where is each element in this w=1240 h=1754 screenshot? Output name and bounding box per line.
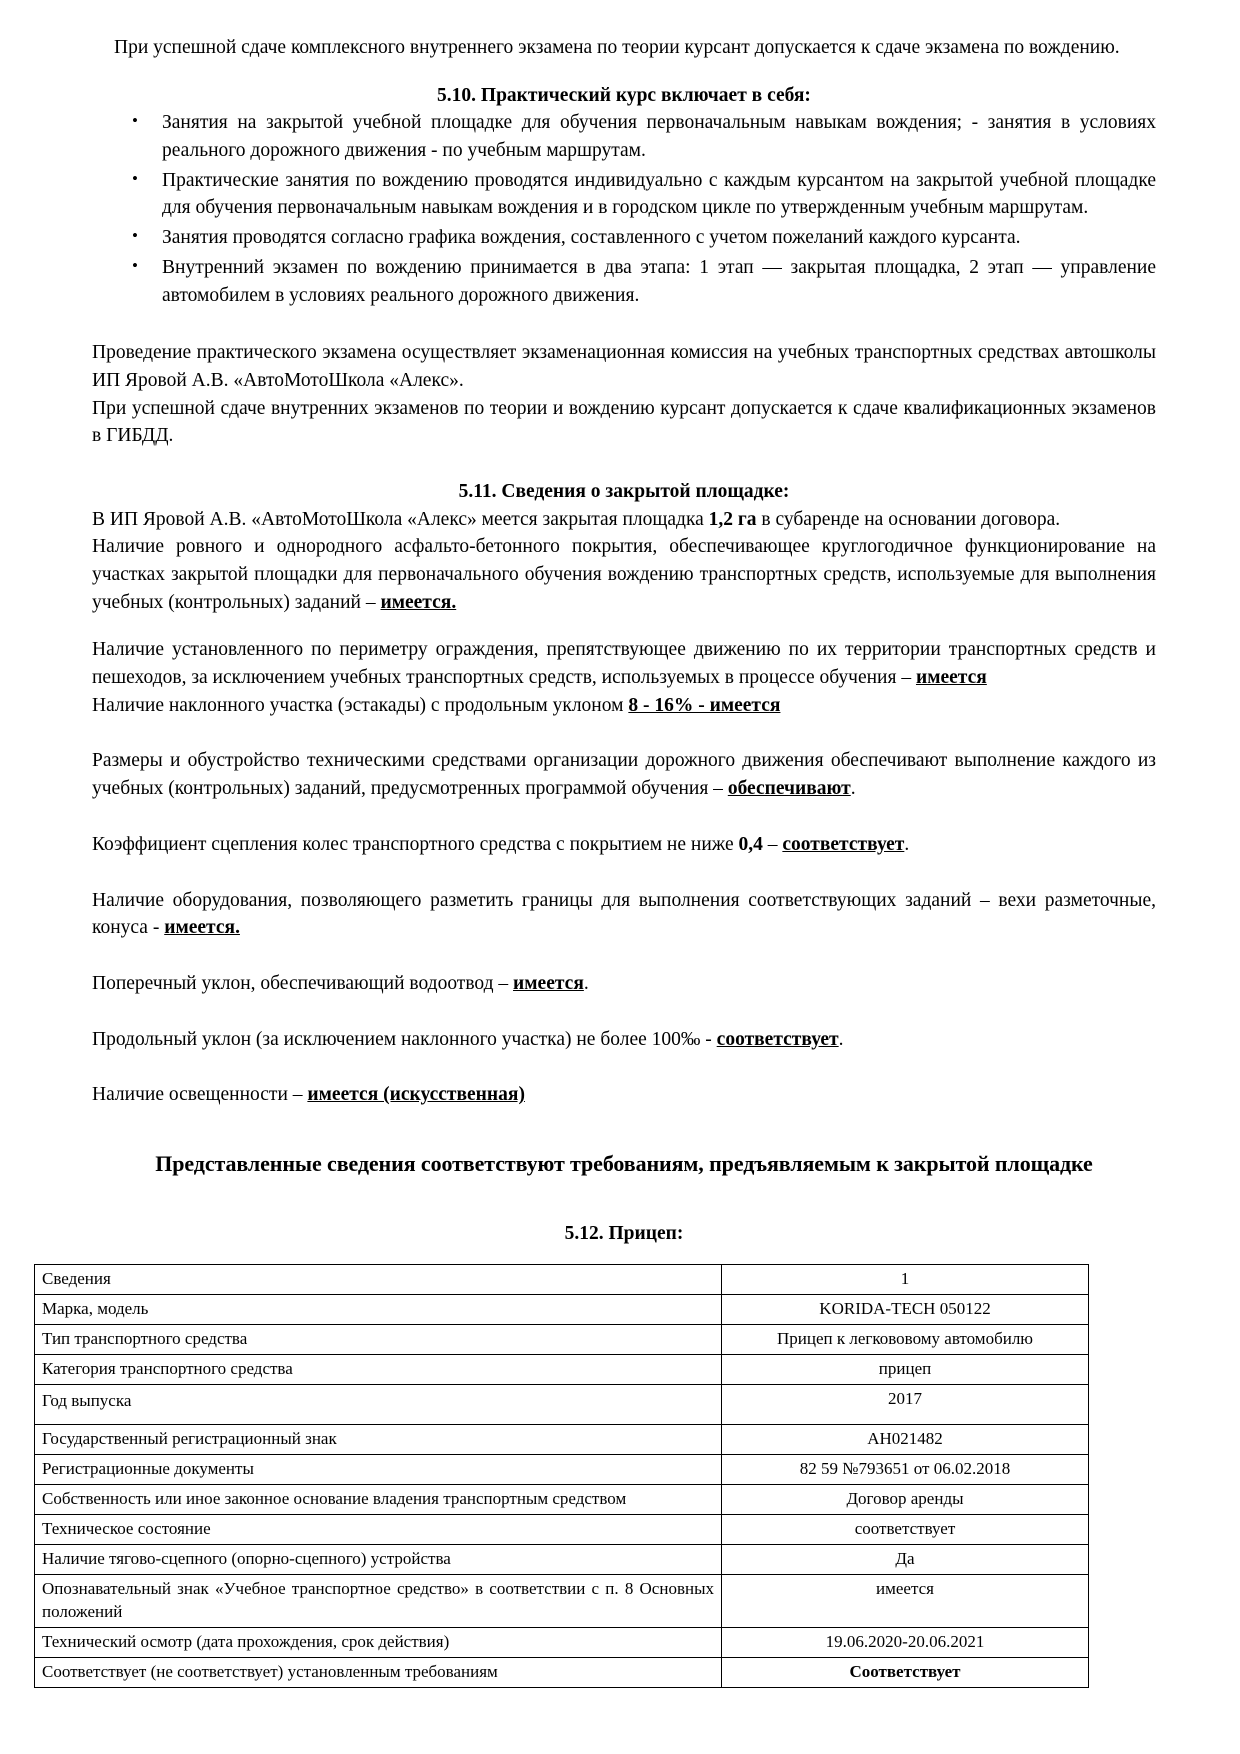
table-row <box>35 1544 1089 1574</box>
cross-slope-paragraph <box>92 970 1156 998</box>
row-label: Тип транспортного средства <box>35 1325 722 1355</box>
text-fragment: Поперечный уклон, обеспечивающий водоотвод – <box>92 972 514 994</box>
text-fragment: Коэффициент сцепления колес транспортного средства с покрытием не ниже <box>92 833 739 855</box>
table-row <box>35 1627 1089 1657</box>
trailer-info-table <box>34 1264 1089 1687</box>
table-row <box>35 1574 1089 1627</box>
text-fragment: . <box>838 1028 844 1050</box>
row-label: Техническое состояние <box>35 1514 722 1544</box>
lighting-paragraph <box>92 1081 1156 1109</box>
table-row <box>35 1355 1089 1385</box>
spacer <box>92 1109 1156 1149</box>
text-fragment: – <box>762 833 783 855</box>
spacer <box>92 1180 1156 1220</box>
list-item: • Занятия проводятся согласно графика вождения, составленного с учетом пожеланий каждого курсанта. <box>92 224 1156 252</box>
spacer <box>92 62 1156 82</box>
row-label: Соответствует (не соответствует) установленным требованиям <box>35 1657 722 1687</box>
status-value: соответствует <box>782 833 905 855</box>
text-fragment: В ИП Яровой А.В. «АвтоМотоШкола «Алекс» меется закрытая площадка <box>92 508 709 530</box>
friction-value: 0,4 <box>738 833 763 855</box>
row-label: Регистрационные документы <box>35 1455 722 1485</box>
row-label: Категория транспортного средства <box>35 1355 722 1385</box>
table-row <box>35 1425 1089 1455</box>
spacer <box>92 1053 1156 1081</box>
spacer <box>92 942 1156 970</box>
exam-commission-paragraph: Проведение практического экзамена осуществляет экзаменационная комиссия на учебных транспортных средствах автошколы ИП Яровой А.В. «АвтоМотоШкола «Алекс». <box>92 342 1156 391</box>
status-value: имеется <box>915 667 987 689</box>
status-value: имеется. <box>164 917 240 939</box>
row-value: KORIDA-TECH 050122 <box>722 1295 1089 1325</box>
row-value: Договор аренды <box>722 1484 1089 1514</box>
section-510-bullet-list <box>92 109 1156 309</box>
spacer <box>92 803 1156 831</box>
table-row <box>35 1484 1089 1514</box>
status-value: обеспечивают <box>727 778 851 800</box>
row-label: Наличие тягово-сцепного (опорно-сцепного) устройства <box>35 1544 722 1574</box>
row-value: АН021482 <box>722 1425 1089 1455</box>
conclusion-statement: Представленные сведения соответствуют требованиям, предъявляемым к закрытой площадке <box>155 1150 1093 1176</box>
section-512-heading: 5.12. Прицеп: <box>564 1222 684 1244</box>
text-fragment: Наличие установленного по периметру ограждения, препятствующее движению по их территории транспортных средств и пешеходов, за исключением учебных транспортных средств, используемых в процессе обучения – <box>92 639 1156 689</box>
text-fragment: . <box>904 833 910 855</box>
row-label: Сведения <box>35 1265 722 1295</box>
text-fragment: . <box>850 778 856 800</box>
status-value: имеется <box>513 972 584 994</box>
marking-equipment-paragraph <box>92 887 1156 942</box>
intro-paragraph: При успешной сдаче комплексного внутреннего экзамена по теории курсант допускается к сдаче экзамена по вождению. <box>114 37 1120 58</box>
row-value: соответствует <box>722 1514 1089 1544</box>
traffic-equipment-paragraph <box>92 747 1156 802</box>
status-value: соответствует <box>716 1028 839 1050</box>
table-row <box>35 1657 1089 1687</box>
status-value: 8 - 16% - имеется <box>628 694 781 716</box>
text-fragment: в субаренде на основании договора. <box>756 508 1061 530</box>
spacer <box>92 719 1156 747</box>
trailer-table-body <box>35 1265 1089 1687</box>
table-row <box>35 1514 1089 1544</box>
fencing-paragraph <box>92 636 1156 691</box>
longitudinal-slope-paragraph <box>92 1026 1156 1054</box>
row-value: Соответствует <box>722 1657 1089 1687</box>
spacer <box>92 616 1156 636</box>
list-item: • Практические занятия по вождению проводятся индивидуально с каждым курсантом на закрытой учебной площадке для обучения первоначальным навыкам вождения и в городском цикле по утвержденным учебным маршрутам. <box>92 167 1156 222</box>
text-fragment: Наличие наклонного участка (эстакады) с продольным уклоном <box>92 694 629 716</box>
row-label: Марка, модель <box>35 1295 722 1325</box>
row-label: Опознавательный знак «Учебное транспортное средство» в соответствии с п. 8 Основных положений <box>35 1574 722 1627</box>
row-label: Государственный регистрационный знак <box>35 1425 722 1455</box>
closed-area-size-paragraph <box>92 506 1156 534</box>
table-row <box>35 1325 1089 1355</box>
row-value: имеется <box>722 1574 1089 1627</box>
list-item: • Внутренний экзамен по вождению принимается в два этапа: 1 этап — закрытая площадка, 2 этап — управление автомобилем в условиях реального дорожного движения. <box>92 254 1156 309</box>
table-row <box>35 1265 1089 1295</box>
row-value: 19.06.2020-20.06.2021 <box>722 1627 1089 1657</box>
row-value: прицеп <box>722 1355 1089 1385</box>
table-row <box>35 1455 1089 1485</box>
row-value: Да <box>722 1544 1089 1574</box>
spacer <box>92 859 1156 887</box>
text-fragment: . <box>583 972 589 994</box>
list-item: • Занятия на закрытой учебной площадке для обучения первоначальным навыкам вождения; - занятия в условиях реального дорожного движения - по учебным маршрутам. <box>92 109 1156 164</box>
spacer <box>92 311 1156 339</box>
spacer <box>92 998 1156 1026</box>
row-value: Прицеп к легкововому автомобилю <box>722 1325 1089 1355</box>
trailer-table-wrapper <box>42 1264 1156 1687</box>
spacer <box>92 450 1156 478</box>
area-size-value: 1,2 га <box>708 508 757 530</box>
row-label: Год выпуска <box>35 1385 722 1425</box>
row-value: 2017 <box>722 1385 1089 1425</box>
table-row <box>35 1295 1089 1325</box>
qualification-exam-paragraph: При успешной сдаче внутренних экзаменов по теории и вождению курсант допускается к сдаче квалификационных экзаменов в ГИБДД. <box>92 397 1156 447</box>
text-fragment: Продольный уклон (за исключением наклонного участка) не более 100‰ - <box>92 1028 717 1050</box>
row-value: 82 59 №793651 от 06.02.2018 <box>722 1455 1089 1485</box>
text-fragment: Наличие освещенности – <box>92 1084 308 1106</box>
table-row <box>35 1385 1089 1425</box>
row-value: 1 <box>722 1265 1089 1295</box>
slope-section-paragraph <box>92 692 1156 720</box>
text-fragment: Наличие ровного и однородного асфальто-бетонного покрытия, обеспечивающее круглогодичное функционирование на участках закрытой площадки для первоначального обучения вождению транспортных средств, используемые для выполнения учебных (контрольных) заданий – <box>92 536 1156 613</box>
asphalt-surface-paragraph <box>92 533 1156 616</box>
status-value: имеется (искусственная) <box>307 1084 525 1106</box>
row-label: Технический осмотр (дата прохождения, срок действия) <box>35 1627 722 1657</box>
row-label: Собственность или иное законное основание владения транспортным средством <box>35 1484 722 1514</box>
friction-coefficient-paragraph <box>92 831 1156 859</box>
section-510-heading: 5.10. Практический курс включает в себя: <box>437 84 811 106</box>
status-value: имеется. <box>380 591 457 613</box>
text-fragment: Размеры и обустройство техническими средствами организации дорожного движения обеспечивают выполнение каждого из учебных (контрольных) заданий, предусмотренных программой обучения – <box>92 750 1156 800</box>
section-511-heading: 5.11. Сведения о закрытой площадке: <box>458 480 790 502</box>
text-fragment: Наличие оборудования, позволяющего разметить границы для выполнения соответствующих заданий – вехи разметочные, конуса - <box>92 889 1156 939</box>
